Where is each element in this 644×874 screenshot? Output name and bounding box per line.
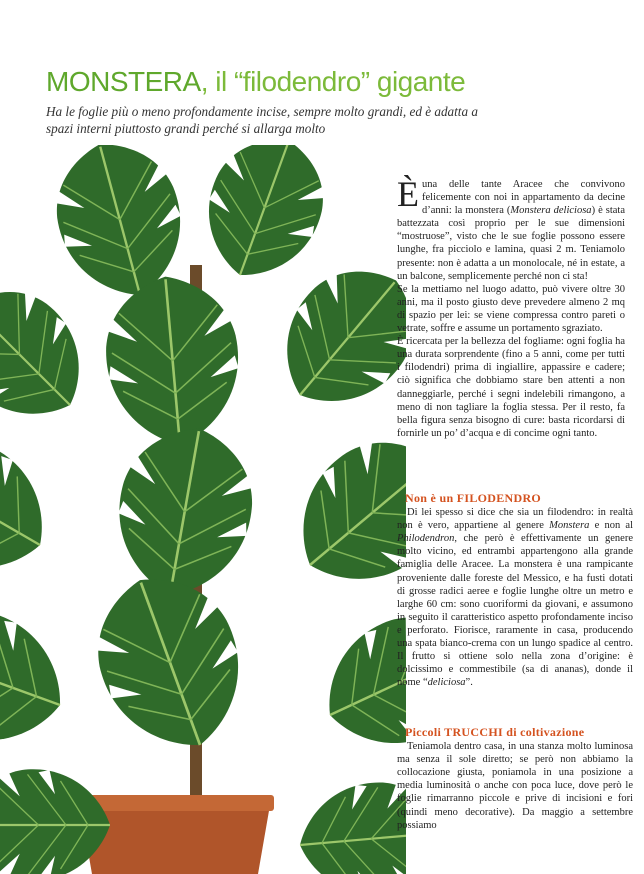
- title-rest: , il “filodendro” gigante: [200, 66, 466, 97]
- intro-p1-em: Monstera deliciosa: [510, 205, 592, 217]
- section1-text: [397, 506, 633, 689]
- s1-c: , che però è effettivamente un genere molto vicino, ed entrambi appartengono alla grande famiglia delle Aracee. La monstera è una rampicante proveniente dalle foreste del Messico, e ha fusti dotati di grosse radici aeree e foglie lunghe oltre un metro e larghe 60 cm: sono cuoriformi da giovani, e assumono in seguito il caratteristico aspetto profondamente inciso e perforato. Fiorisce, raramente in casa, producendo una spata bianco-crema con un lungo spadice al centro. Il frutto si ottiene solo nella zona d’origine: è dolcissimo e commestibile (sa di ananas), donde il nome “: [397, 533, 633, 689]
- section2-text: Teniamola dentro casa, in una stanza molto luminosa ma senza il sole diretto; se però non abbiamo la collocazione giusta, poniamola in una posizione a media luminosità o anche con poca luce, dove però le foglie rimarranno piccole e prive di incisioni e fori (quindi meno decorative). Da maggio a settembre possiamo: [397, 741, 633, 831]
- intro-p1-a: una delle tante Aracee che convivono felicemente con noi in appartamento da decine d’anni: la monstera (: [422, 179, 625, 217]
- drop-cap: È: [397, 174, 419, 214]
- intro-paragraph-1: [397, 174, 626, 283]
- s1-d: ”.: [465, 677, 473, 689]
- section2-heading: Piccoli TRUCCHI di coltivazione: [405, 725, 585, 739]
- section1-heading: Non è un FILODENDRO: [405, 491, 542, 505]
- intro-p1-b: ) è stata battezzata così proprio per le sue dimensioni “mostruose”, visto che le sue foglie possono essere lunghe, fra picciolo e lamina, quasi 2 m. Teniamolo presente: non è adatta a un monolocale, né in estate, a un balcone, semplicemente perché non ci sta!: [397, 205, 626, 282]
- section-not-philodendron: [397, 492, 633, 689]
- article-subtitle: Ha le foglie più o meno profondamente incise, sempre molto grandi, ed è adatta a spazi interni piuttosto grandi perché si allarga molto: [46, 104, 478, 136]
- intro-paragraph-2: Se la mettiamo nel luogo adatto, può vivere oltre 30 anni, ma il posto giusto deve prevedere almeno 2 mq di spazio per lei: se viene compressa contro pareti o vetrate, soffre e assume un portamento sgraziato.: [397, 283, 625, 335]
- article-title: [46, 66, 465, 98]
- section-cultivation-tips: [397, 726, 633, 832]
- s1-em2: Philodendron: [397, 533, 455, 545]
- monstera-plant-photo: [0, 145, 406, 874]
- title-accent: MONSTERA: [46, 66, 201, 97]
- s1-a: Di lei spesso si dice che sia un filodendro: in realtà non è vero, appartiene al genere: [397, 507, 633, 532]
- intro-paragraph-3: È ricercata per la bellezza del fogliame: ogni foglia ha una durata sorprendente (fino a 5 anni, come per tutti i filodendri) prima di ingiallire, appassire e cadere; ciò significa che dobbiamo stare ben attenti a non danneggiarle, perché i segni indelebili rimangono, a meno di non tagliare la foglia stessa. Per il resto, fa bella figura senza bisogno di cure: basta ricordarsi di fornirle un po’ d’acqua e di concime ogni tanto.: [397, 336, 625, 439]
- intro-column: [397, 174, 626, 440]
- s1-em1: Monstera: [549, 520, 590, 532]
- s1-em3: deliciosa: [427, 677, 466, 689]
- s1-b: e non al: [589, 520, 633, 532]
